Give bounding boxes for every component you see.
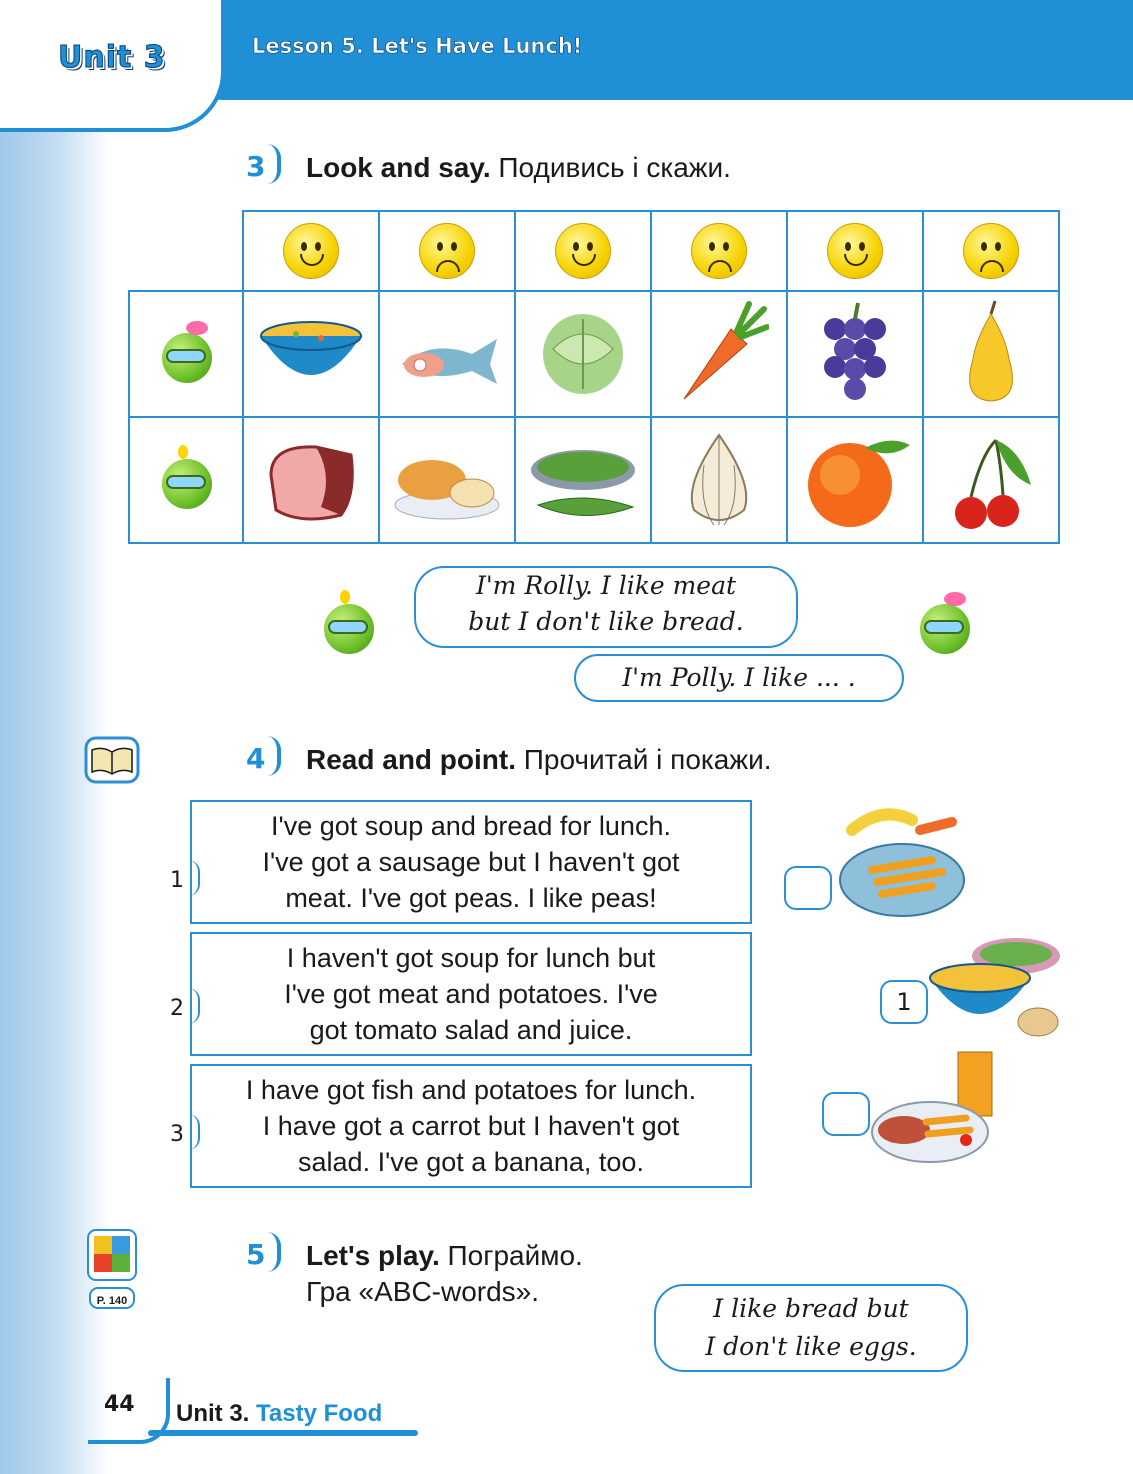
polly-cell bbox=[128, 290, 244, 418]
text-3-line-1: I have got fish and potatoes for lunch. bbox=[245, 1075, 697, 1105]
food-cell bbox=[650, 416, 788, 544]
lunch-plate-3-icon bbox=[866, 1048, 1006, 1168]
text-1-line-1: I've got soup and bread for lunch. bbox=[271, 811, 671, 841]
text-1-line-2: I've got a sausage but I haven't got bbox=[262, 847, 680, 877]
exercise-4-number: 4 bbox=[246, 742, 266, 775]
meat-icon bbox=[261, 435, 361, 525]
play-line-1: I like bread but bbox=[713, 1294, 909, 1323]
text-1-number: 1 bbox=[170, 868, 184, 893]
text-2-line-2: I've got meat and potatoes. I've bbox=[284, 979, 658, 1009]
food-cell bbox=[514, 416, 652, 544]
face-cell bbox=[786, 210, 924, 292]
face-cell bbox=[242, 210, 380, 292]
exercise-4-title bbox=[306, 744, 772, 776]
sad-face-icon bbox=[963, 223, 1019, 279]
text-3-line-2: I have got a carrot but I haven't got bbox=[262, 1111, 680, 1141]
exercise-3-title bbox=[306, 152, 731, 184]
sad-face-icon bbox=[691, 223, 747, 279]
face-cell bbox=[650, 210, 788, 292]
polly-character-icon bbox=[156, 319, 216, 389]
text-2-number: 2 bbox=[170, 996, 184, 1021]
rolly-line-1: I'm Rolly. I like meat bbox=[475, 571, 737, 600]
happy-face-icon bbox=[283, 223, 339, 279]
food-cell bbox=[922, 290, 1060, 418]
face-cell bbox=[514, 210, 652, 292]
food-cell bbox=[378, 416, 516, 544]
bread-icon bbox=[387, 435, 507, 525]
exercise-5-number: 5 bbox=[246, 1238, 266, 1271]
exercise-5-game-name: Гра «ABC-words». bbox=[306, 1276, 540, 1307]
exercise-5-title-en: Let's play. bbox=[306, 1240, 440, 1271]
text-3-line-3: salad. I've got a banana, too. bbox=[298, 1147, 644, 1177]
book-icon bbox=[84, 736, 140, 788]
onion-icon bbox=[674, 425, 764, 535]
answer-box-3[interactable] bbox=[822, 1092, 870, 1136]
happy-face-icon bbox=[555, 223, 611, 279]
peas-icon bbox=[523, 435, 643, 525]
food-cell bbox=[514, 290, 652, 418]
text-box-3 bbox=[190, 1064, 752, 1188]
rolly-cell bbox=[128, 416, 244, 544]
exercise-3-title-ua: Подивись і скажи. bbox=[498, 152, 731, 183]
footer-underline bbox=[148, 1430, 418, 1436]
footer-unit: Unit 3. bbox=[176, 1400, 250, 1427]
exercise-5-title bbox=[306, 1240, 583, 1272]
polly-character-icon bbox=[914, 590, 974, 660]
soup-icon bbox=[256, 314, 366, 394]
exercise-4-title-en: Read and point. bbox=[306, 744, 516, 775]
answer-box-1[interactable] bbox=[784, 866, 832, 910]
exercise-5-title-ua: Пограймо. bbox=[447, 1240, 583, 1271]
exercise-3-number: 3 bbox=[246, 150, 266, 183]
face-cell bbox=[378, 210, 516, 292]
face-cell bbox=[922, 210, 1060, 292]
footer-title bbox=[176, 1400, 382, 1428]
food-cell bbox=[378, 290, 516, 418]
food-cell bbox=[242, 416, 380, 544]
sad-face-icon bbox=[419, 223, 475, 279]
food-cell bbox=[922, 416, 1060, 544]
peach-icon bbox=[795, 430, 915, 530]
rolly-character-icon bbox=[156, 445, 216, 515]
play-line-2: I don't like eggs. bbox=[705, 1332, 917, 1361]
food-cell bbox=[786, 290, 924, 418]
text-1-line-3: meat. I've got peas. I like peas! bbox=[285, 883, 657, 913]
exercise-3-title-en: Look and say. bbox=[306, 152, 491, 183]
page-reference: P. 140 bbox=[96, 1295, 128, 1307]
text-box-2 bbox=[190, 932, 752, 1056]
food-cell bbox=[786, 416, 924, 544]
carrot-icon bbox=[669, 299, 769, 409]
lunch-plate-1-icon bbox=[832, 800, 972, 930]
food-cell bbox=[242, 290, 380, 418]
pear-icon bbox=[951, 299, 1031, 409]
lunch-plate-2-icon bbox=[926, 930, 1066, 1040]
rolly-speech-bubble bbox=[414, 566, 798, 648]
page-number: 44 bbox=[104, 1392, 135, 1417]
polly-speech-bubble: I'm Polly. I like ... . bbox=[574, 654, 904, 702]
text-2-line-1: I haven't got soup for lunch but bbox=[286, 943, 656, 973]
food-cell bbox=[650, 290, 788, 418]
rolly-line-2: but I don't like bread. bbox=[468, 607, 744, 636]
cherries-icon bbox=[941, 425, 1041, 535]
text-2-line-3: got tomato salad and juice. bbox=[309, 1015, 633, 1045]
text-3-number: 3 bbox=[170, 1122, 184, 1147]
footer-topic: Tasty Food bbox=[256, 1400, 383, 1427]
rolly-character-icon bbox=[318, 590, 378, 660]
food-table bbox=[128, 210, 1060, 544]
grapes-icon bbox=[810, 299, 900, 409]
happy-face-icon bbox=[827, 223, 883, 279]
lesson-title: Lesson 5. Let's Have Lunch! bbox=[252, 34, 583, 58]
fish-icon bbox=[392, 319, 502, 389]
play-speech-bubble bbox=[654, 1284, 968, 1372]
answer-box-2[interactable]: 1 bbox=[880, 980, 928, 1024]
exercise-4-title-ua: Прочитай і покажи. bbox=[523, 744, 772, 775]
unit-label: Unit 3 bbox=[58, 40, 166, 75]
cabbage-icon bbox=[533, 309, 633, 399]
text-box-1 bbox=[190, 800, 752, 924]
